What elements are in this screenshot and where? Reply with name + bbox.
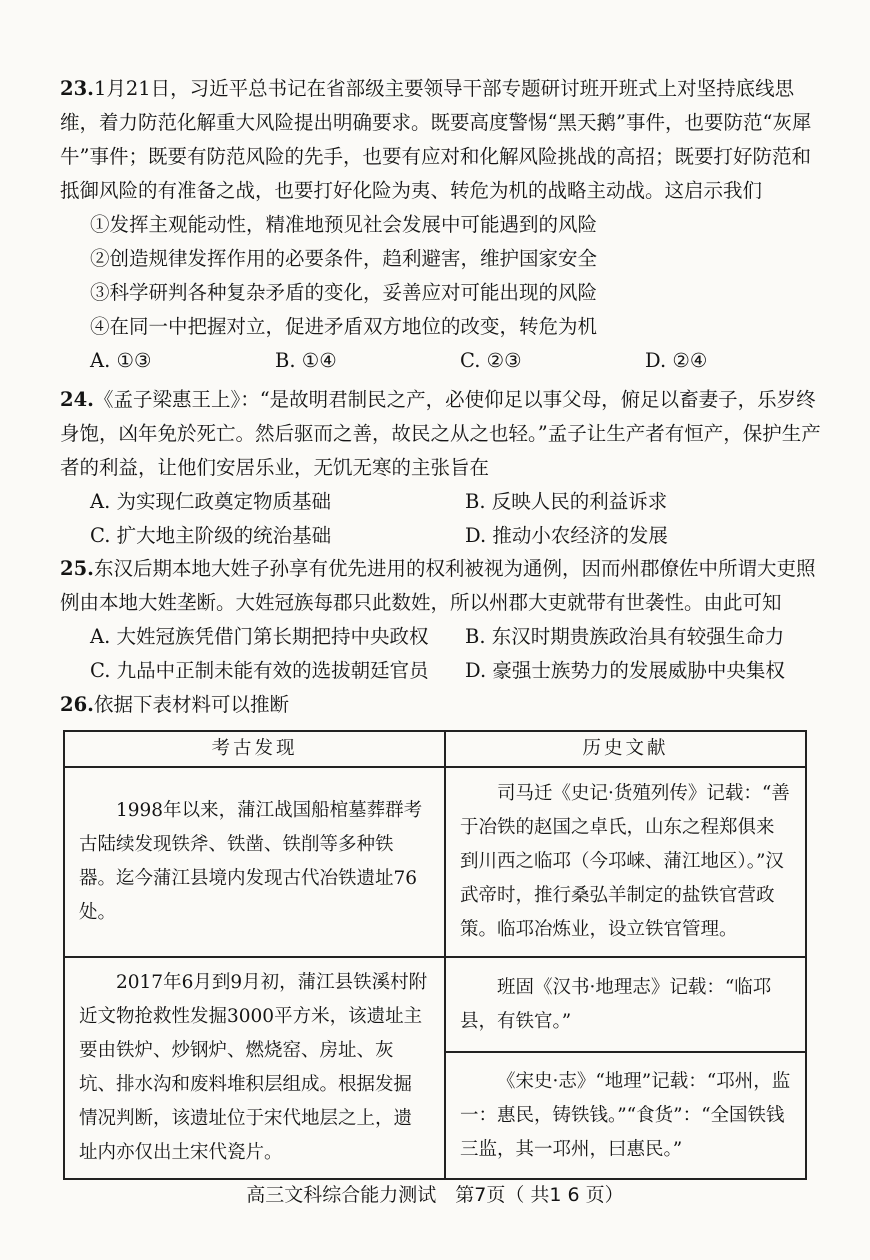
answer-options [60,344,830,378]
option-c: C. 九品中正制未能有效的选拔朝廷官员 [90,659,429,682]
archaeology-cell-2: 2017年6月到9月初，蒲江县铁溪村附近文物抢救性发掘3000平方米，该遗址主要由铁炉、炒钢炉、燃烧窑、房址、灰坑、排水沟和废料堆积层组成。根据发掘情况判断，该遗址位于宋代地层之上，遗址内亦仅出土宋代瓷片。 [64,957,445,1179]
question-text: 依据下表材料可以推断 [93,693,289,716]
question-25 [60,552,830,688]
question-number: 25. [60,557,94,580]
document-cell-3: 《宋史·志》“地理”记载：“邛州，监一：惠民，铸铁钱。”“食货”：“全国铁钱三监，其一邛州，曰惠民。” [445,1052,806,1179]
table-header-documents: 历史文献 [445,731,806,767]
question-text: 东汉后期本地大姓子孙享有优先进用的权利被视为通例，因而州郡僚佐中所谓大吏照例由本地大姓垄断。大姓冠族每郡只此数姓，所以州郡大吏就带有世袭性。由此可知 [60,557,816,614]
option-c: C. ②③ [460,349,522,372]
page-footer: 高三文科综合能力测试 第7页（ 共1 6 页） [246,1184,624,1206]
answer-options [60,485,830,553]
document-cell-2: 班固《汉书·地理志》记载：“临邛县，有铁官。” [445,957,806,1052]
question-stem [60,72,830,208]
question-text: 1月21日，习近平总书记在省部级主要领导干部专题研讨班开班式上对坚持底线思维，着力防范化解重大风险提出明确要求。既要高度警惕“黑天鹅”事件，也要防范“灰犀牛”事件；既要有防范风险的先手，也要有应对和化解风险挑战的高招；既要打好防范和抵御风险的有准备之战，也要打好化险为夷、转危为机的战略主动战。这启示我们 [60,77,812,202]
option-a: A. 为实现仁政奠定物质基础 [90,490,331,513]
question-number: 24. [60,388,94,411]
option-d: D. 推动小农经济的发展 [465,524,668,547]
table-row [64,957,806,1052]
question-stem [60,688,830,722]
document-cell-1: 司马迁《史记·货殖列传》记载：“善于冶铁的赵国之卓氏，山东之程郑俱来到川西之临邛（今邛崃、蒲江地区）。”汉武帝时，推行桑弘羊制定的盐铁官营政策。临邛冶炼业，设立铁官管理。 [445,767,806,957]
table-header-row [64,731,806,767]
question-26 [60,688,830,722]
option-c: C. 扩大地主阶级的统治基础 [90,524,332,547]
question-number: 26. [60,693,94,716]
statement-item: ②创造规律发挥作用的必要条件，趋利避害，维护国家安全 [90,247,598,270]
question-number: 23. [60,77,94,100]
statement-item: ③科学研判各种复杂矛盾的变化，妥善应对可能出现的风险 [90,281,598,304]
table-header-archaeology: 考古发现 [64,731,445,767]
option-b: B. 东汉时期贵族政治具有较强生命力 [465,625,785,648]
option-d: D. 豪强士族势力的发展威胁中央集权 [465,659,785,682]
option-a: A. ①③ [90,349,152,372]
statement-item: ④在同一中把握对立，促进矛盾双方地位的改变，转危为机 [90,315,598,338]
statement-item: ①发挥主观能动性，精准地预见社会发展中可能遇到的风险 [90,213,598,236]
option-b: B. 反映人民的利益诉求 [465,490,668,513]
question-stem [60,383,830,485]
question-text: 《孟子梁惠王上》：“是故明君制民之产，必使仰足以事父母，俯足以畜妻子，乐岁终身饱，凶年免於死亡。然后驱而之善，故民之从之也轻。”孟子让生产者有恒产，保护生产者的利益，让他们安居乐业，无饥无寒的主张旨在 [60,388,821,479]
question-stem [60,552,830,620]
option-d: D. ②④ [645,349,708,372]
question-24 [60,383,830,553]
question-23 [60,72,830,378]
material-table [63,730,807,1180]
option-b: B. ①④ [275,349,337,372]
archaeology-cell-1: 1998年以来，蒲江战国船棺墓葬群考古陆续发现铁斧、铁凿、铁削等多种铁器。迄今蒲江县境内发现古代冶铁遗址76处。 [64,767,445,957]
table-row [64,767,806,957]
answer-options [60,620,830,688]
option-a: A. 大姓冠族凭借门第长期把持中央政权 [90,625,429,648]
